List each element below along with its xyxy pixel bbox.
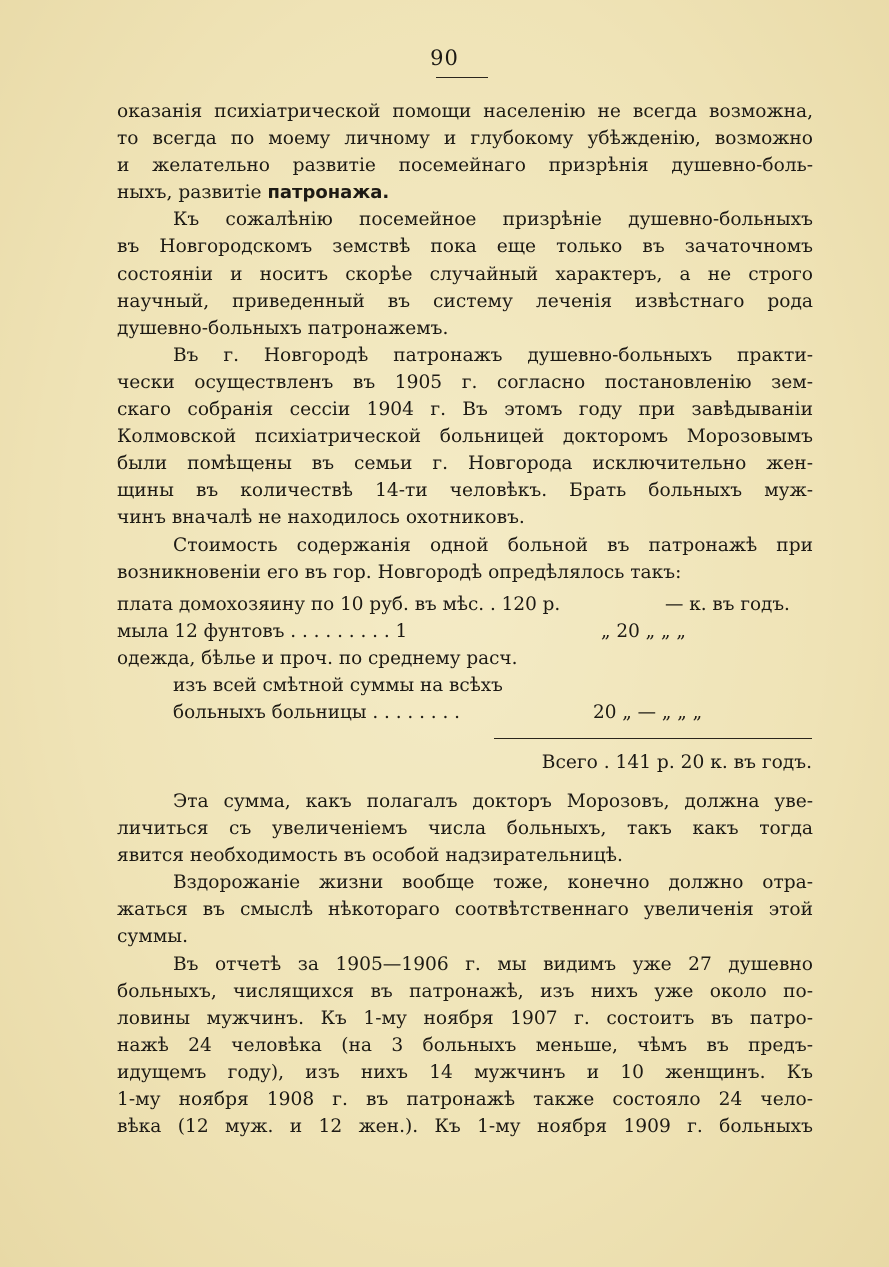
- text-span: ныхъ, развитіе: [117, 182, 268, 204]
- text-line: возникновеніи его въ гор. Новгородѣ опредѣлялось такъ:: [117, 561, 682, 583]
- text-line: Эта сумма, какъ полагалъ докторъ Морозовъ, должна уве-: [173, 791, 813, 812]
- text-line: чинъ вначалѣ не находилось охотниковъ.: [117, 507, 525, 529]
- paragraph-2: [117, 206, 813, 341]
- text-line: научный, приведенный въ систему леченія извѣстнаго рода: [117, 290, 813, 312]
- total-rule: [494, 738, 812, 739]
- cost-label: больныхъ больницы . . . . . . . .: [173, 702, 461, 723]
- text-line: щины въ количествѣ 14-ти человѣкъ. Брать больныхъ муж-: [117, 480, 813, 502]
- paragraph-6: [117, 869, 813, 950]
- text-line: нажѣ 24 человѣка (на 3 больныхъ меньше, чѣмъ въ предъ-: [117, 1034, 813, 1056]
- text-line: Въ отчетѣ за 1905—1906 г. мы видимъ уже 27 душевно: [173, 953, 813, 975]
- cost-label: плата домохозяину по 10 руб. въ мѣс. . 120 р.: [117, 594, 561, 615]
- text-line: душевно-больныхъ патронажемъ.: [117, 317, 449, 339]
- text-line: оказанія психіатрической помощи населенію не всегда возможна,: [117, 101, 813, 122]
- page-number-rule: [436, 77, 488, 78]
- text-line: то всегда по моему личному и глубокому убѣжденію, возможно: [117, 128, 813, 150]
- paragraph-3: [117, 342, 813, 532]
- page-number: 90: [430, 46, 459, 70]
- text-line: Въ г. Новгородѣ патронажъ душевно-больныхъ практи-: [173, 344, 813, 366]
- text-line: чески осуществленъ въ 1905 г. согласно постановленію зем-: [117, 371, 813, 393]
- paragraph-4: [117, 532, 813, 586]
- paragraph-1: [117, 98, 813, 206]
- cost-label: одежда, бѣлье и проч. по среднему расч.: [117, 648, 518, 669]
- text-line: больныхъ, числящихся въ патронажѣ, изъ нихъ уже около по-: [117, 980, 813, 1002]
- cost-total: Всего . 141 р. 20 к. въ годъ.: [541, 752, 812, 773]
- text-line: личиться съ увеличеніемъ числа больныхъ, такъ какъ тогда: [117, 818, 813, 840]
- text-line: Къ сожалѣнію посемейное призрѣніе душевно-больныхъ: [173, 209, 813, 231]
- emphasized-term: патронажа.: [267, 182, 390, 204]
- cost-amount: — к. въ годъ.: [665, 594, 790, 615]
- text-line: явится необходимость въ особой надзирательницѣ.: [117, 845, 623, 867]
- text-line: идущемъ году), изъ нихъ 14 мужчинъ и 10 женщинъ. Къ: [117, 1061, 813, 1083]
- text-line: ловины мужчинъ. Къ 1-му ноября 1907 г. состоитъ въ патро-: [117, 1007, 813, 1029]
- text-line: скаго собранія сессіи 1904 г. Въ этомъ году при завѣдываніи: [117, 399, 813, 421]
- cost-label: изъ всей смѣтной суммы на всѣхъ: [173, 675, 503, 696]
- text-line: состояніи и носитъ скорѣе случайный характеръ, а не строго: [117, 263, 813, 285]
- text-line: 1-му ноября 1908 г. въ патронажѣ также состояло 24 чело-: [117, 1089, 813, 1111]
- text-line: и желательно развитіе посемейнаго призрѣнія душевно-боль-: [117, 155, 813, 177]
- text-line: жаться въ смыслѣ нѣкотораго соотвѣтственнаго увеличенія этой: [117, 899, 813, 921]
- text-line: вѣка (12 муж. и 12 жен.). Къ 1-му ноября 1909 г. больныхъ: [117, 1116, 813, 1138]
- paragraph-5: [117, 788, 813, 869]
- text-line: суммы.: [117, 926, 188, 948]
- text-line: Вздорожаніе жизни вообще тоже, конечно должно отра-: [173, 872, 813, 894]
- paragraph-7: [117, 951, 813, 1141]
- cost-amount: „ 20 „ „ „: [601, 621, 686, 642]
- text-line: были помѣщены въ семьи г. Новгорода исключительно жен-: [117, 453, 813, 475]
- cost-label: мыла 12 фунтовъ . . . . . . . . . 1: [117, 621, 408, 642]
- text-line: Колмовской психіатрической больницей докторомъ Морозовымъ: [117, 426, 813, 448]
- text-line: въ Новгородскомъ земствѣ пока еще только въ зачаточномъ: [117, 236, 813, 258]
- body-text-top: [117, 98, 813, 586]
- cost-amount: 20 „ — „ „ „: [593, 702, 703, 723]
- text-line: [117, 179, 813, 206]
- body-text-bottom: [117, 788, 813, 1140]
- text-line: Стоимость содержанія одной больной въ патронажѣ при: [173, 534, 813, 556]
